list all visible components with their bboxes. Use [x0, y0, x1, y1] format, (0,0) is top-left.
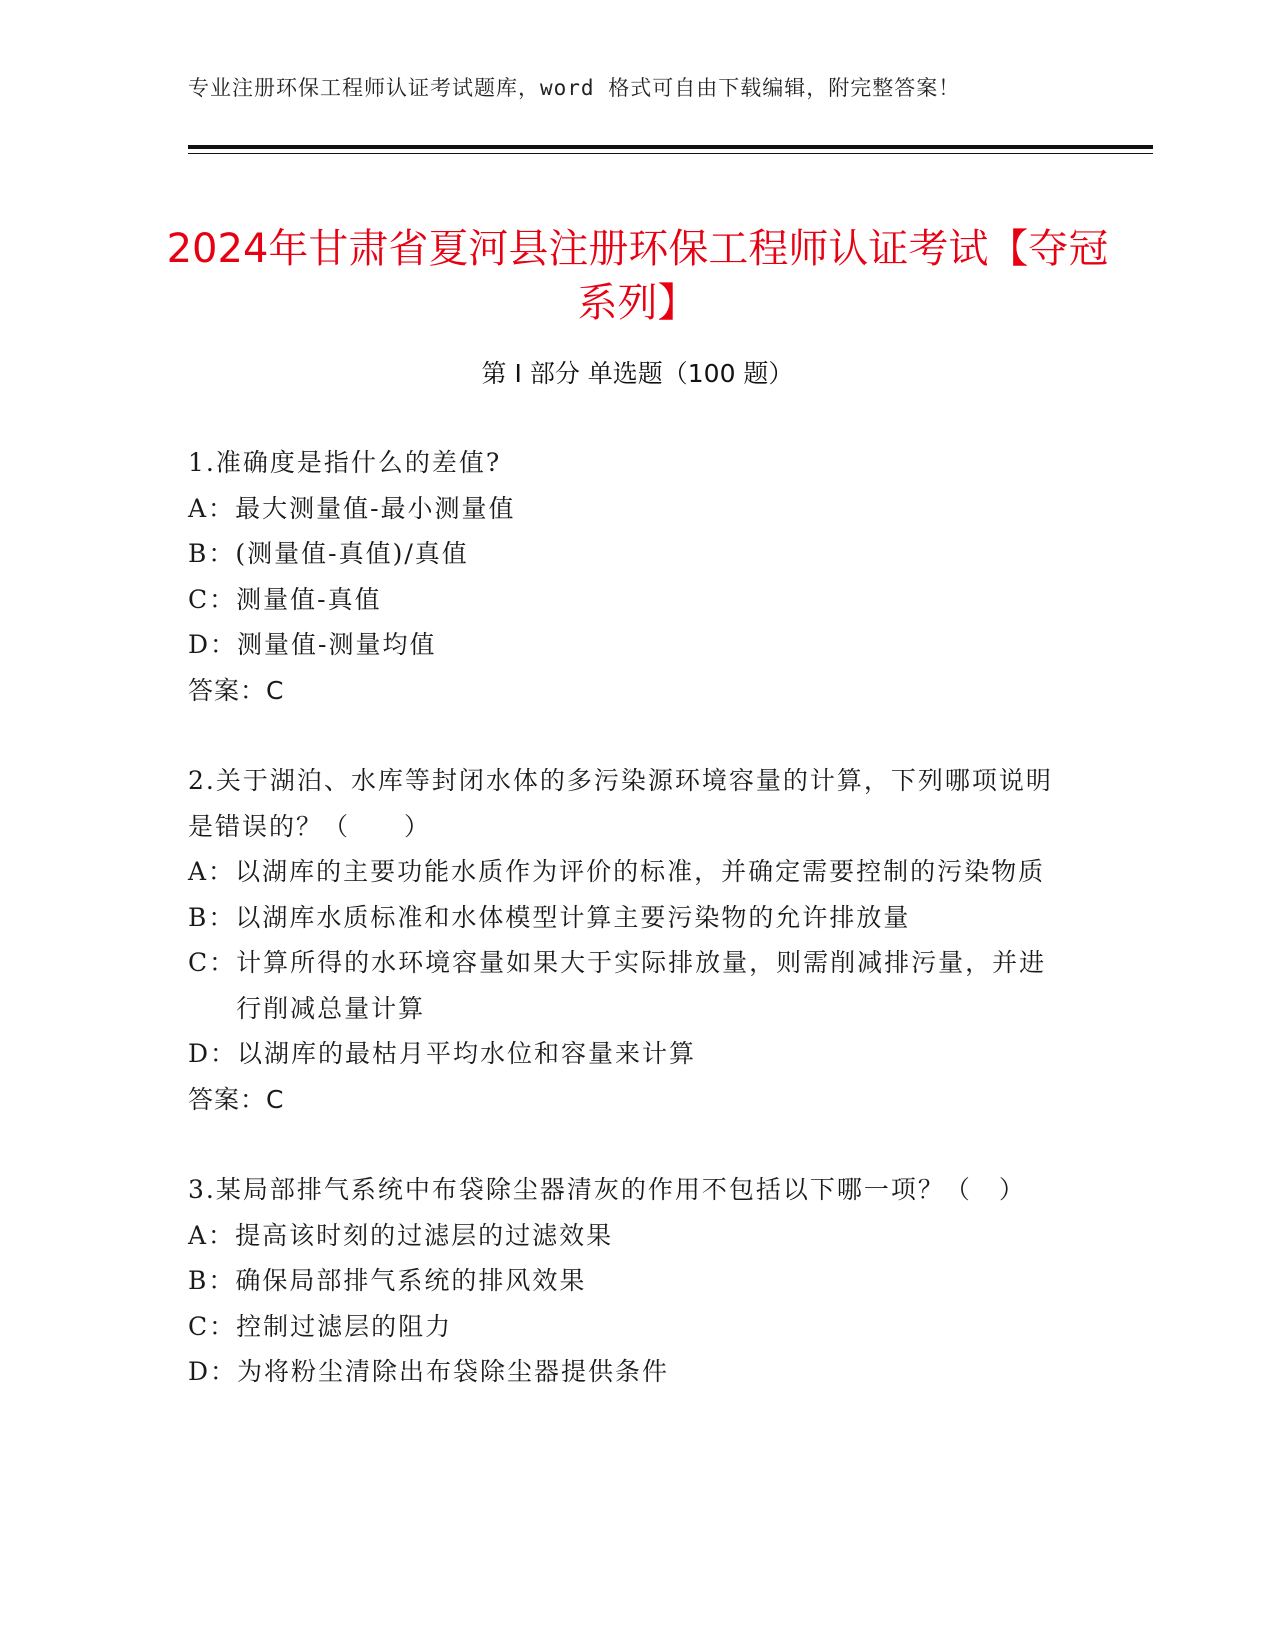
option-c — [188, 1304, 1068, 1350]
header-rule-thick — [188, 145, 1153, 149]
option-a — [188, 849, 1068, 895]
option-d — [188, 1031, 1068, 1077]
option-letter: B： — [188, 1266, 236, 1295]
question-stem: 3.某局部排气系统中布袋除尘器清灰的作用不包括以下哪一项？（ ） — [188, 1175, 1026, 1204]
option-text: (测量值-真值)/真值 — [235, 539, 469, 568]
option-letter: A： — [188, 1220, 236, 1250]
option-letter: C： — [188, 948, 237, 977]
header-note: 专业注册环保工程师认证考试题库，word 格式可自由下载编辑，附完整答案！ — [188, 76, 961, 100]
option-b — [188, 895, 1068, 941]
option-d — [188, 1349, 1068, 1395]
option-text: 最大测量值-最小测量值 — [235, 493, 516, 523]
option-b — [188, 1258, 1068, 1304]
option-text: 测量值-真值 — [236, 584, 382, 614]
question-1 — [188, 440, 1068, 713]
option-letter: D： — [188, 1357, 238, 1386]
option-letter: A： — [188, 857, 236, 886]
section-heading: 第 I 部分 单选题（100 题） — [481, 359, 794, 388]
option-letter: D： — [188, 630, 238, 659]
option-letter: B： — [188, 539, 236, 568]
option-a — [188, 1213, 1068, 1259]
option-c — [188, 577, 1068, 623]
option-text: 计算所得的水环境容量如果大于实际排放量，则需削减排污量，并进行削减总量计算 — [236, 948, 1047, 1023]
option-text: 测量值-测量均值 — [237, 630, 437, 659]
question-2 — [188, 758, 1068, 1122]
option-text: 控制过滤层的阻力 — [236, 1311, 453, 1341]
question-3 — [188, 1167, 1068, 1395]
option-d — [188, 622, 1068, 668]
option-a — [188, 486, 1068, 532]
option-text: 提高该时刻的过滤层的过滤效果 — [235, 1220, 614, 1250]
option-text: 以湖库的主要功能水质作为评价的标准，并确定需要控制的污染物质 — [235, 857, 1046, 886]
option-text: 为将粉尘清除出布袋除尘器提供条件 — [237, 1357, 670, 1386]
option-letter: B： — [188, 902, 236, 932]
option-text: 确保局部排气系统的排风效果 — [235, 1266, 587, 1295]
question-list — [188, 440, 1068, 1440]
question-stem: 2.关于湖泊、水库等封闭水体的多污染源环境容量的计算，下列哪项说明是错误的？（ ） — [188, 766, 1053, 841]
option-letter: C： — [188, 584, 237, 614]
option-b — [188, 531, 1068, 577]
option-c — [188, 940, 1068, 1031]
option-letter: C： — [188, 1311, 237, 1341]
document-title: 2024年甘肃省夏河县注册环保工程师认证考试【夺冠系列】 — [166, 225, 1109, 326]
option-text: 以湖库水质标准和水体模型计算主要污染物的允许排放量 — [235, 902, 911, 932]
header-rule-thin — [188, 153, 1153, 154]
option-text: 以湖库的最枯月平均水位和容量来计算 — [237, 1039, 697, 1068]
answer-line: 答案：C — [188, 1084, 285, 1114]
question-stem: 1.准确度是指什么的差值? — [188, 448, 502, 477]
answer-line: 答案：C — [188, 675, 285, 705]
option-letter: D： — [188, 1039, 238, 1068]
option-letter: A： — [188, 493, 236, 523]
